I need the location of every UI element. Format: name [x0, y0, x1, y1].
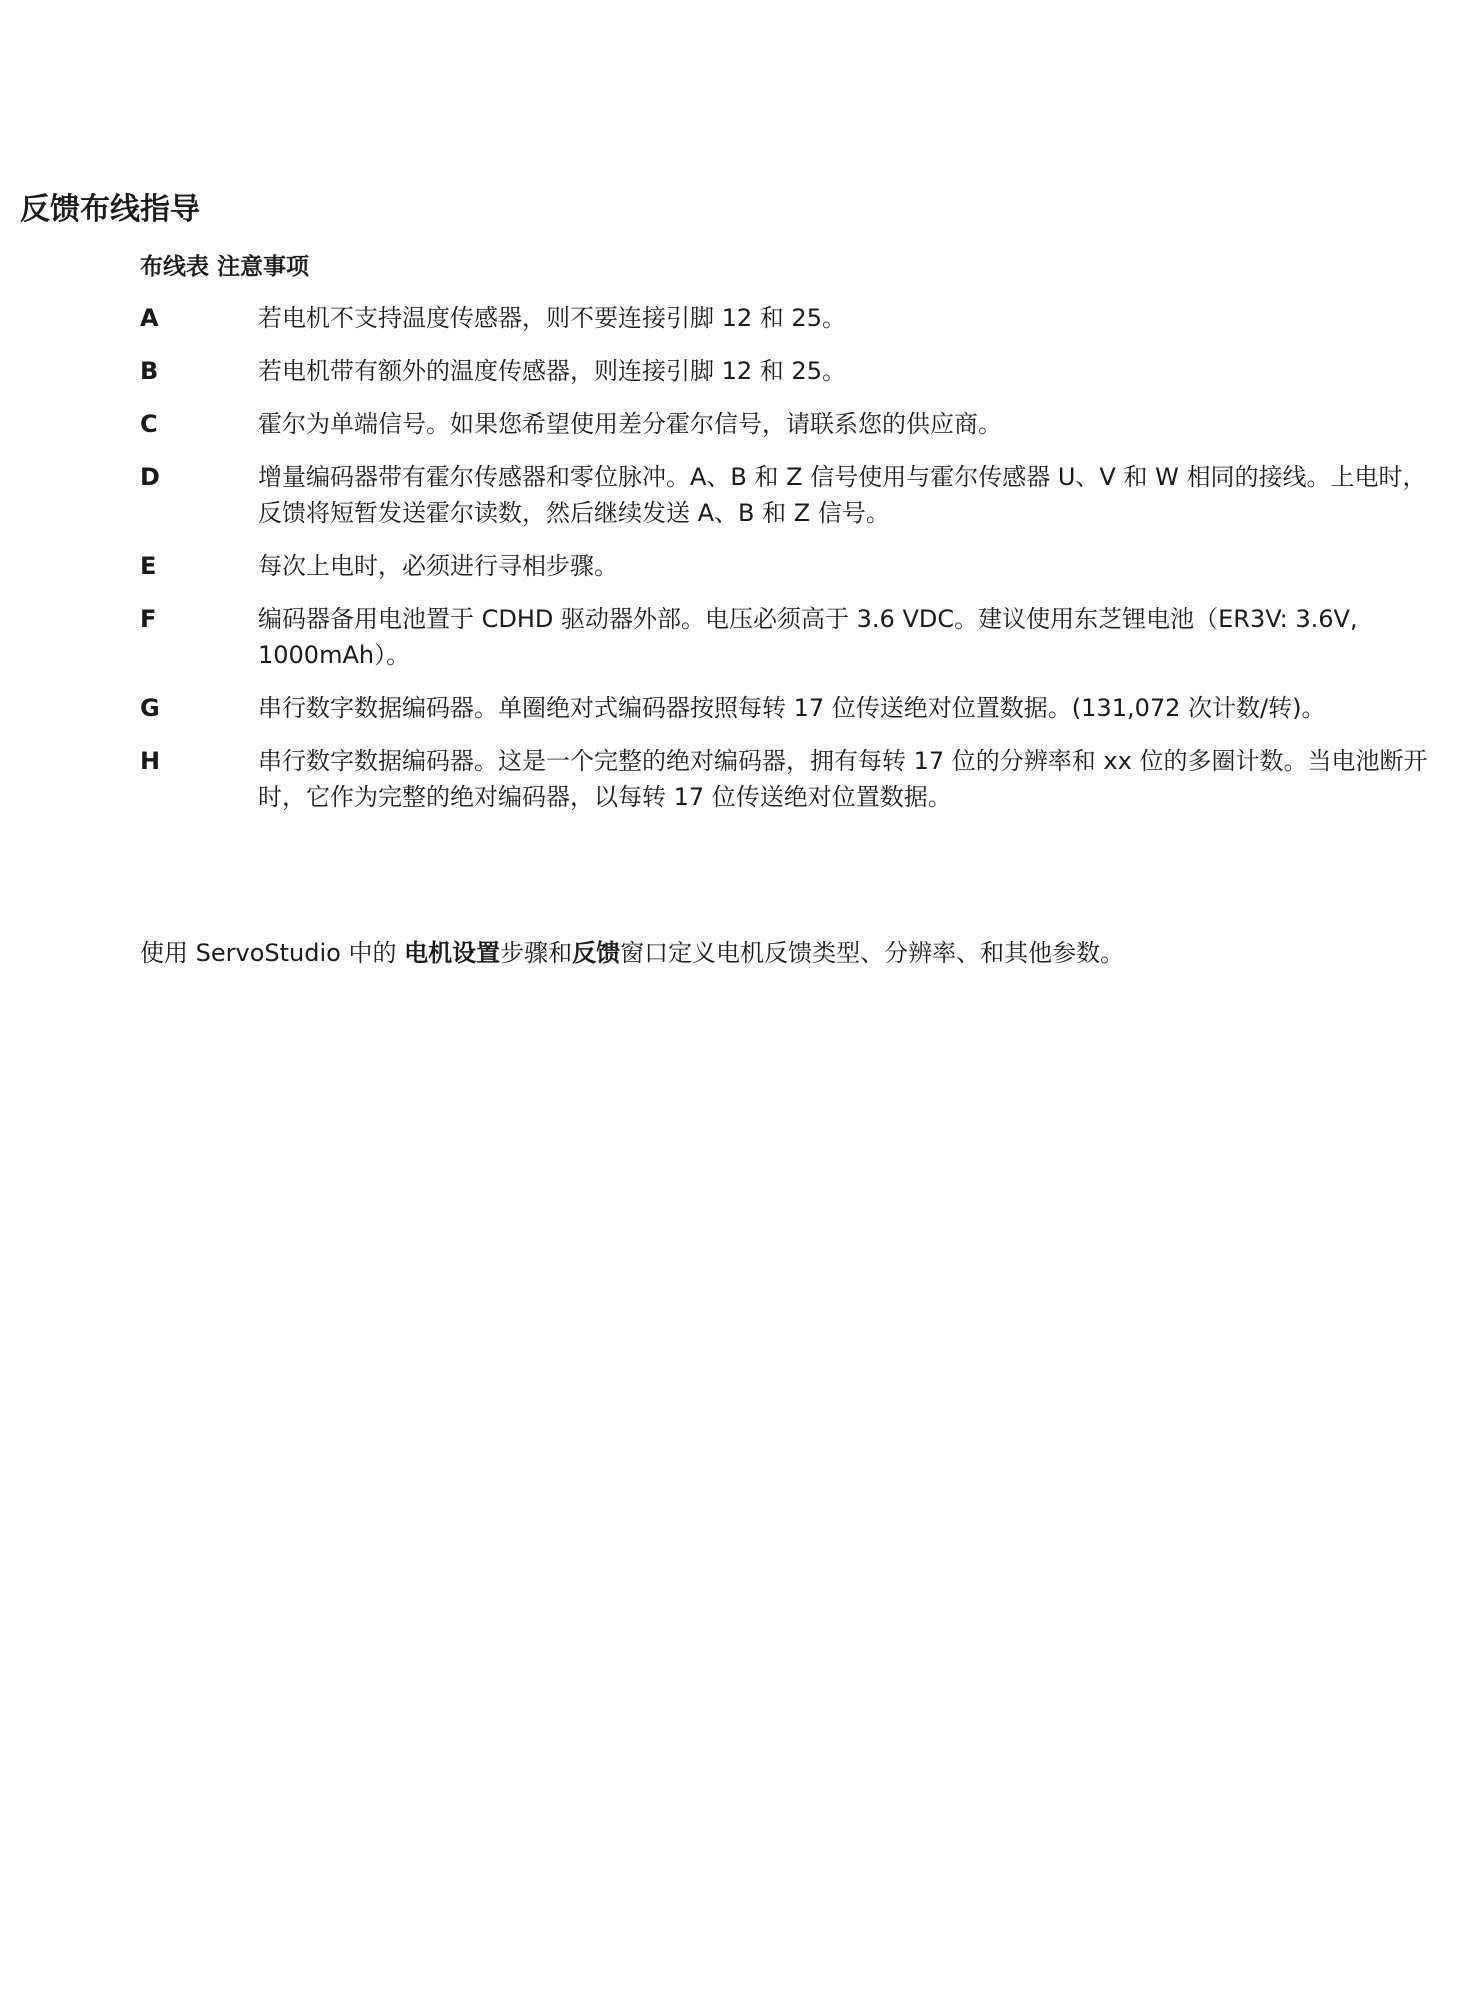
note-item-c: [140, 406, 1290, 442]
footer-text: 窗口定义电机反馈类型、分辨率、和其他参数。: [620, 939, 1125, 967]
note-item-h: [140, 743, 1428, 815]
note-text: 串行数字数据编码器。单圈绝对式编码器按照每转 17 位传送绝对位置数据。(131,072 次计数/转)。: [258, 694, 1326, 722]
note-item-g: [140, 690, 1326, 726]
note-letter: E: [140, 552, 157, 580]
note-item-a: [140, 300, 1290, 336]
page-title: 反馈布线指导: [20, 192, 200, 227]
note-item-b: [140, 353, 1290, 389]
note-item-d: [140, 459, 1427, 531]
note-letter: G: [140, 694, 160, 722]
footer-bold-motor-setup: 电机设置: [404, 939, 501, 967]
section-heading: 布线表 注意事项: [140, 254, 310, 280]
footer-text: 步骤和: [500, 939, 573, 967]
note-letter: F: [140, 605, 157, 633]
footer-instruction: [140, 935, 1340, 971]
note-letter: D: [140, 463, 160, 491]
note-letter: A: [140, 304, 159, 332]
note-letter: H: [140, 747, 161, 775]
note-text: 若电机带有额外的温度传感器，则连接引脚 12 和 25。: [258, 357, 846, 385]
note-text: 增量编码器带有霍尔传感器和零位脉冲。A、B 和 Z 信号使用与霍尔传感器 U、V 和 W 相同的接线。上电时，反馈将短暂发送霍尔读数，然后继续发送 A、B 和 Z 信号。: [258, 463, 1427, 527]
note-letter: B: [140, 357, 159, 385]
notes-list: [140, 300, 1428, 832]
note-text: 串行数字数据编码器。这是一个完整的绝对编码器，拥有每转 17 位的分辨率和 xx 位的多圈计数。当电池断开时，它作为完整的绝对编码器，以每转 17 位传送绝对位置数据。: [258, 747, 1428, 811]
note-item-f: [140, 601, 1358, 673]
footer-bold-feedback: 反馈: [572, 939, 621, 967]
footer-text: 使用 ServoStudio 中的: [140, 939, 405, 967]
note-letter: C: [140, 410, 158, 438]
note-item-e: [140, 548, 1290, 584]
note-text: 编码器备用电池置于 CDHD 驱动器外部。电压必须高于 3.6 VDC。建议使用东芝锂电池（ER3V: 3.6V, 1000mAh）。: [258, 605, 1358, 669]
note-text: 霍尔为单端信号。如果您希望使用差分霍尔信号，请联系您的供应商。: [258, 410, 1002, 438]
note-text: 每次上电时，必须进行寻相步骤。: [258, 552, 618, 580]
note-text: 若电机不支持温度传感器，则不要连接引脚 12 和 25。: [258, 304, 846, 332]
